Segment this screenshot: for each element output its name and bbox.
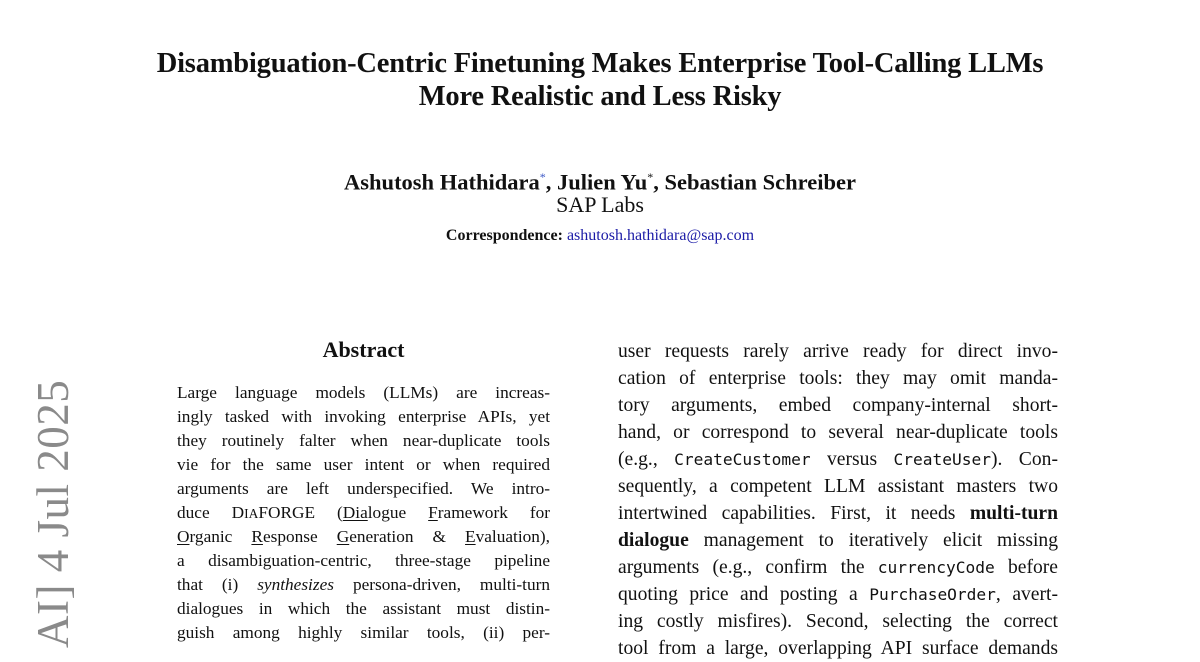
text-span: ). Con- xyxy=(990,449,1058,470)
abstract-line: guish among highly similar tools, (ii) per- xyxy=(177,623,550,642)
abstract-line: vie for the same user intent or when required xyxy=(177,455,550,474)
abstract-line xyxy=(177,525,550,549)
text-span: duce D xyxy=(177,503,245,522)
text-span: intertwined capabilities. First, it needs xyxy=(618,503,970,524)
author-separator: , xyxy=(545,169,557,195)
italic-span: synthesizes xyxy=(257,575,334,594)
underlined-span: O xyxy=(177,527,190,546)
body-line: tool from a large, overlapping API surface demands xyxy=(618,638,1058,659)
text-span: FORGE ( xyxy=(258,503,343,522)
text-span: quoting price and posting a xyxy=(618,584,870,605)
text-span: (e.g., xyxy=(618,449,675,470)
code-span: currencyCode xyxy=(877,558,995,577)
author-list xyxy=(100,164,1100,196)
underlined-span: R xyxy=(251,527,263,546)
paper-title-line-1: Disambiguation-Centric Finetuning Makes Enterprise Tool-Calling LLMs xyxy=(156,48,1044,79)
text-span: ramework for xyxy=(437,503,550,522)
abstract-line: they routinely falter when near-duplicate tools xyxy=(177,431,550,450)
equal-contribution-marker[interactable]: * xyxy=(539,170,546,184)
correspondence-label: Correspondence: xyxy=(445,227,563,244)
text-span: esponse xyxy=(262,527,337,546)
body-line xyxy=(618,581,1058,608)
bold-span: dialogue xyxy=(618,530,689,551)
arxiv-sidebar-stamp: AI] 4 Jul 2025 xyxy=(28,379,78,648)
body-line xyxy=(618,554,1058,581)
code-span: CreateUser xyxy=(893,450,991,469)
text-span: logue xyxy=(367,503,429,522)
abstract-line: ingly tasked with invoking enterprise APIs, yet xyxy=(177,407,550,426)
correspondence-email-link[interactable]: ashutosh.hathidara@sap.com xyxy=(566,227,755,244)
abstract-line: a disambiguation-centric, three-stage pipeline xyxy=(177,551,550,570)
author-name: Julien Yu xyxy=(556,169,648,195)
body-line: tory arguments, embed company-internal short- xyxy=(618,395,1058,416)
body-line: hand, or correspond to several near-duplicate tools xyxy=(618,422,1058,443)
underlined-span: E xyxy=(465,527,476,546)
underlined-span: G xyxy=(336,527,350,546)
text-span: that (i) xyxy=(177,575,258,594)
code-span: CreateCustomer xyxy=(674,450,811,469)
underlined-span: Dia xyxy=(342,503,368,522)
abstract-line xyxy=(177,501,550,525)
text-span: versus xyxy=(810,449,894,470)
text-span: valuation), xyxy=(475,527,550,546)
author-name: Ashutosh Hathidara xyxy=(344,169,540,195)
paper-title xyxy=(100,47,1100,113)
body-line xyxy=(618,527,1058,554)
author-name: Sebastian Schreiber xyxy=(664,169,856,195)
body-line: user requests rarely arrive ready for direct invo- xyxy=(618,341,1058,362)
text-span: persona-driven, multi-turn xyxy=(333,575,550,594)
author-separator: , xyxy=(653,169,665,195)
text-span: rganic xyxy=(189,527,252,546)
code-span: PurchaseOrder xyxy=(869,585,996,604)
body-line: sequently, a competent LLM assistant masters two xyxy=(618,476,1058,497)
text-span: arguments (e.g., confirm the xyxy=(618,557,878,578)
abstract-line xyxy=(177,573,550,597)
abstract-line: dialogues in which the assistant must distin- xyxy=(177,599,550,618)
text-span: , avert- xyxy=(995,584,1059,605)
abstract-line: Large language models (LLMs) are increas- xyxy=(177,383,550,402)
body-line xyxy=(618,446,1058,473)
equal-contribution-marker: * xyxy=(647,170,654,184)
bold-span: multi-turn xyxy=(969,503,1058,524)
correspondence xyxy=(100,226,1100,246)
paper-title-line-2: More Realistic and Less Risky xyxy=(418,81,782,112)
body-line xyxy=(618,500,1058,527)
text-span: eneration & xyxy=(349,527,466,546)
affiliation: SAP Labs xyxy=(556,192,644,217)
abstract-heading: Abstract xyxy=(322,337,405,362)
body-line: ing costly misfires). Second, selecting the correct xyxy=(618,611,1058,632)
small-caps-span: IA xyxy=(244,506,259,521)
text-span: before xyxy=(994,557,1058,578)
abstract-line: arguments are left underspecified. We intro- xyxy=(177,479,550,498)
underlined-span: F xyxy=(428,503,438,522)
text-span: management to iteratively elicit missing xyxy=(688,530,1058,551)
body-line: cation of enterprise tools: they may omit manda- xyxy=(618,368,1058,389)
